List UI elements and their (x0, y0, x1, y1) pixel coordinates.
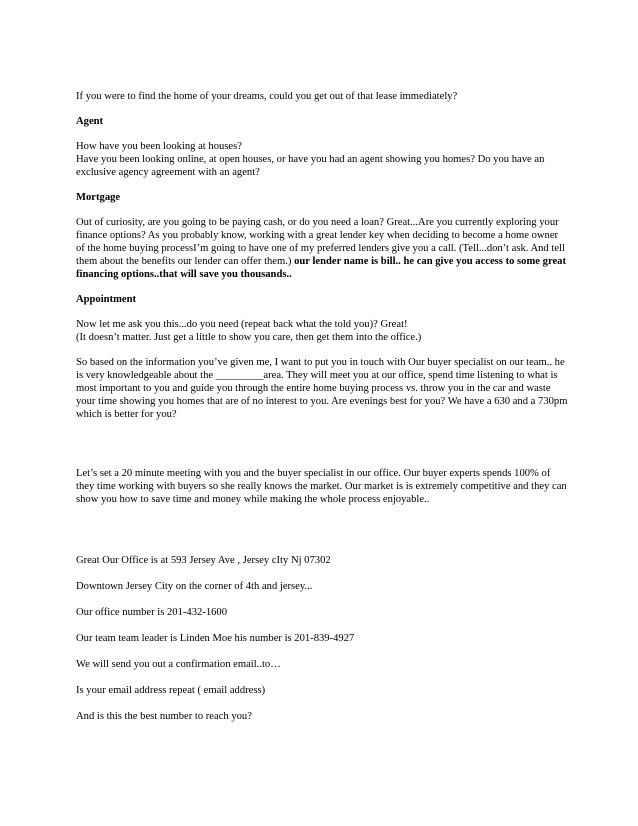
email-question: Is your email address repeat ( email address) (76, 685, 266, 696)
appointment-heading: Appointment (76, 294, 137, 305)
agent-section (76, 140, 568, 179)
mortgage-lender-note: our lender name is bill.. he can give you access to some great financing options..that will save you thousands.. (76, 256, 566, 280)
office-address: Great Our Office is at 593 Jersey Ave , Jersey cIty Nj 07302 (76, 555, 331, 566)
agent-line-2: Have you been looking online, at open houses, or have you had an agent showing you homes? Do you have an exclusive agency agreement with an agent? (76, 154, 545, 178)
mortgage-heading: Mortgage (76, 192, 121, 203)
appointment-line-2: (It doesn’t matter. Just get a little to show you care, then get them into the office.) (76, 332, 422, 343)
mortgage-text: Out of curiosity, are you going to be paying cash, or do you need a loan? Great...Are you currently exploring your finance options? As you probably know, working with a great lender key when deciding to become a home owner of the home buying processI’m going to have one of my preferred lenders give you a call. (Tell...don’t ask. And tell them about the benefits our lender can offer them.) (76, 217, 565, 267)
confirmation-email: We will send you out a confirmation email..to… (76, 659, 281, 670)
meeting-paragraph: Let’s set a 20 minute meeting with you and the buyer specialist in our office. Our buyer experts spends 100% of they time working with buyers so she really knows the market. Our market is is extremely competitive and they can show you how to save time and money while making the whole process enjoyable.. (76, 468, 567, 505)
agent-line-1: How have you been looking at houses? (76, 141, 242, 152)
appointment-line-1: Now let me ask you this...do you need (repeat back what the told you)? Great! (76, 319, 408, 330)
mortgage-paragraph (76, 216, 568, 281)
intro-question: If you were to find the home of your dreams, could you get out of that lease immediately? (76, 91, 458, 102)
document-page (76, 90, 568, 723)
appointment-paragraph: So based on the information you’ve given me, I want to put you in touch with Our buyer specialist on our team.. he is very knowledgeable about the _________area. They will meet you at our office, spend time listening to what is most important to you and guide you through the entire home buying process vs. throw you in the car and waste your time showing you homes that are of no interest to you. Are evenings best for you? We have a 630 and a 730pm which is better for you? (76, 357, 568, 420)
phone-question: And is this the best number to reach you? (76, 711, 252, 722)
agent-heading: Agent (76, 116, 104, 127)
team-leader: Our team team leader is Linden Moe his number is 201-839-4927 (76, 633, 355, 644)
office-phone: Our office number is 201-432-1600 (76, 607, 228, 618)
office-location: Downtown Jersey City on the corner of 4th and jersey... (76, 581, 313, 592)
appointment-section (76, 318, 568, 344)
